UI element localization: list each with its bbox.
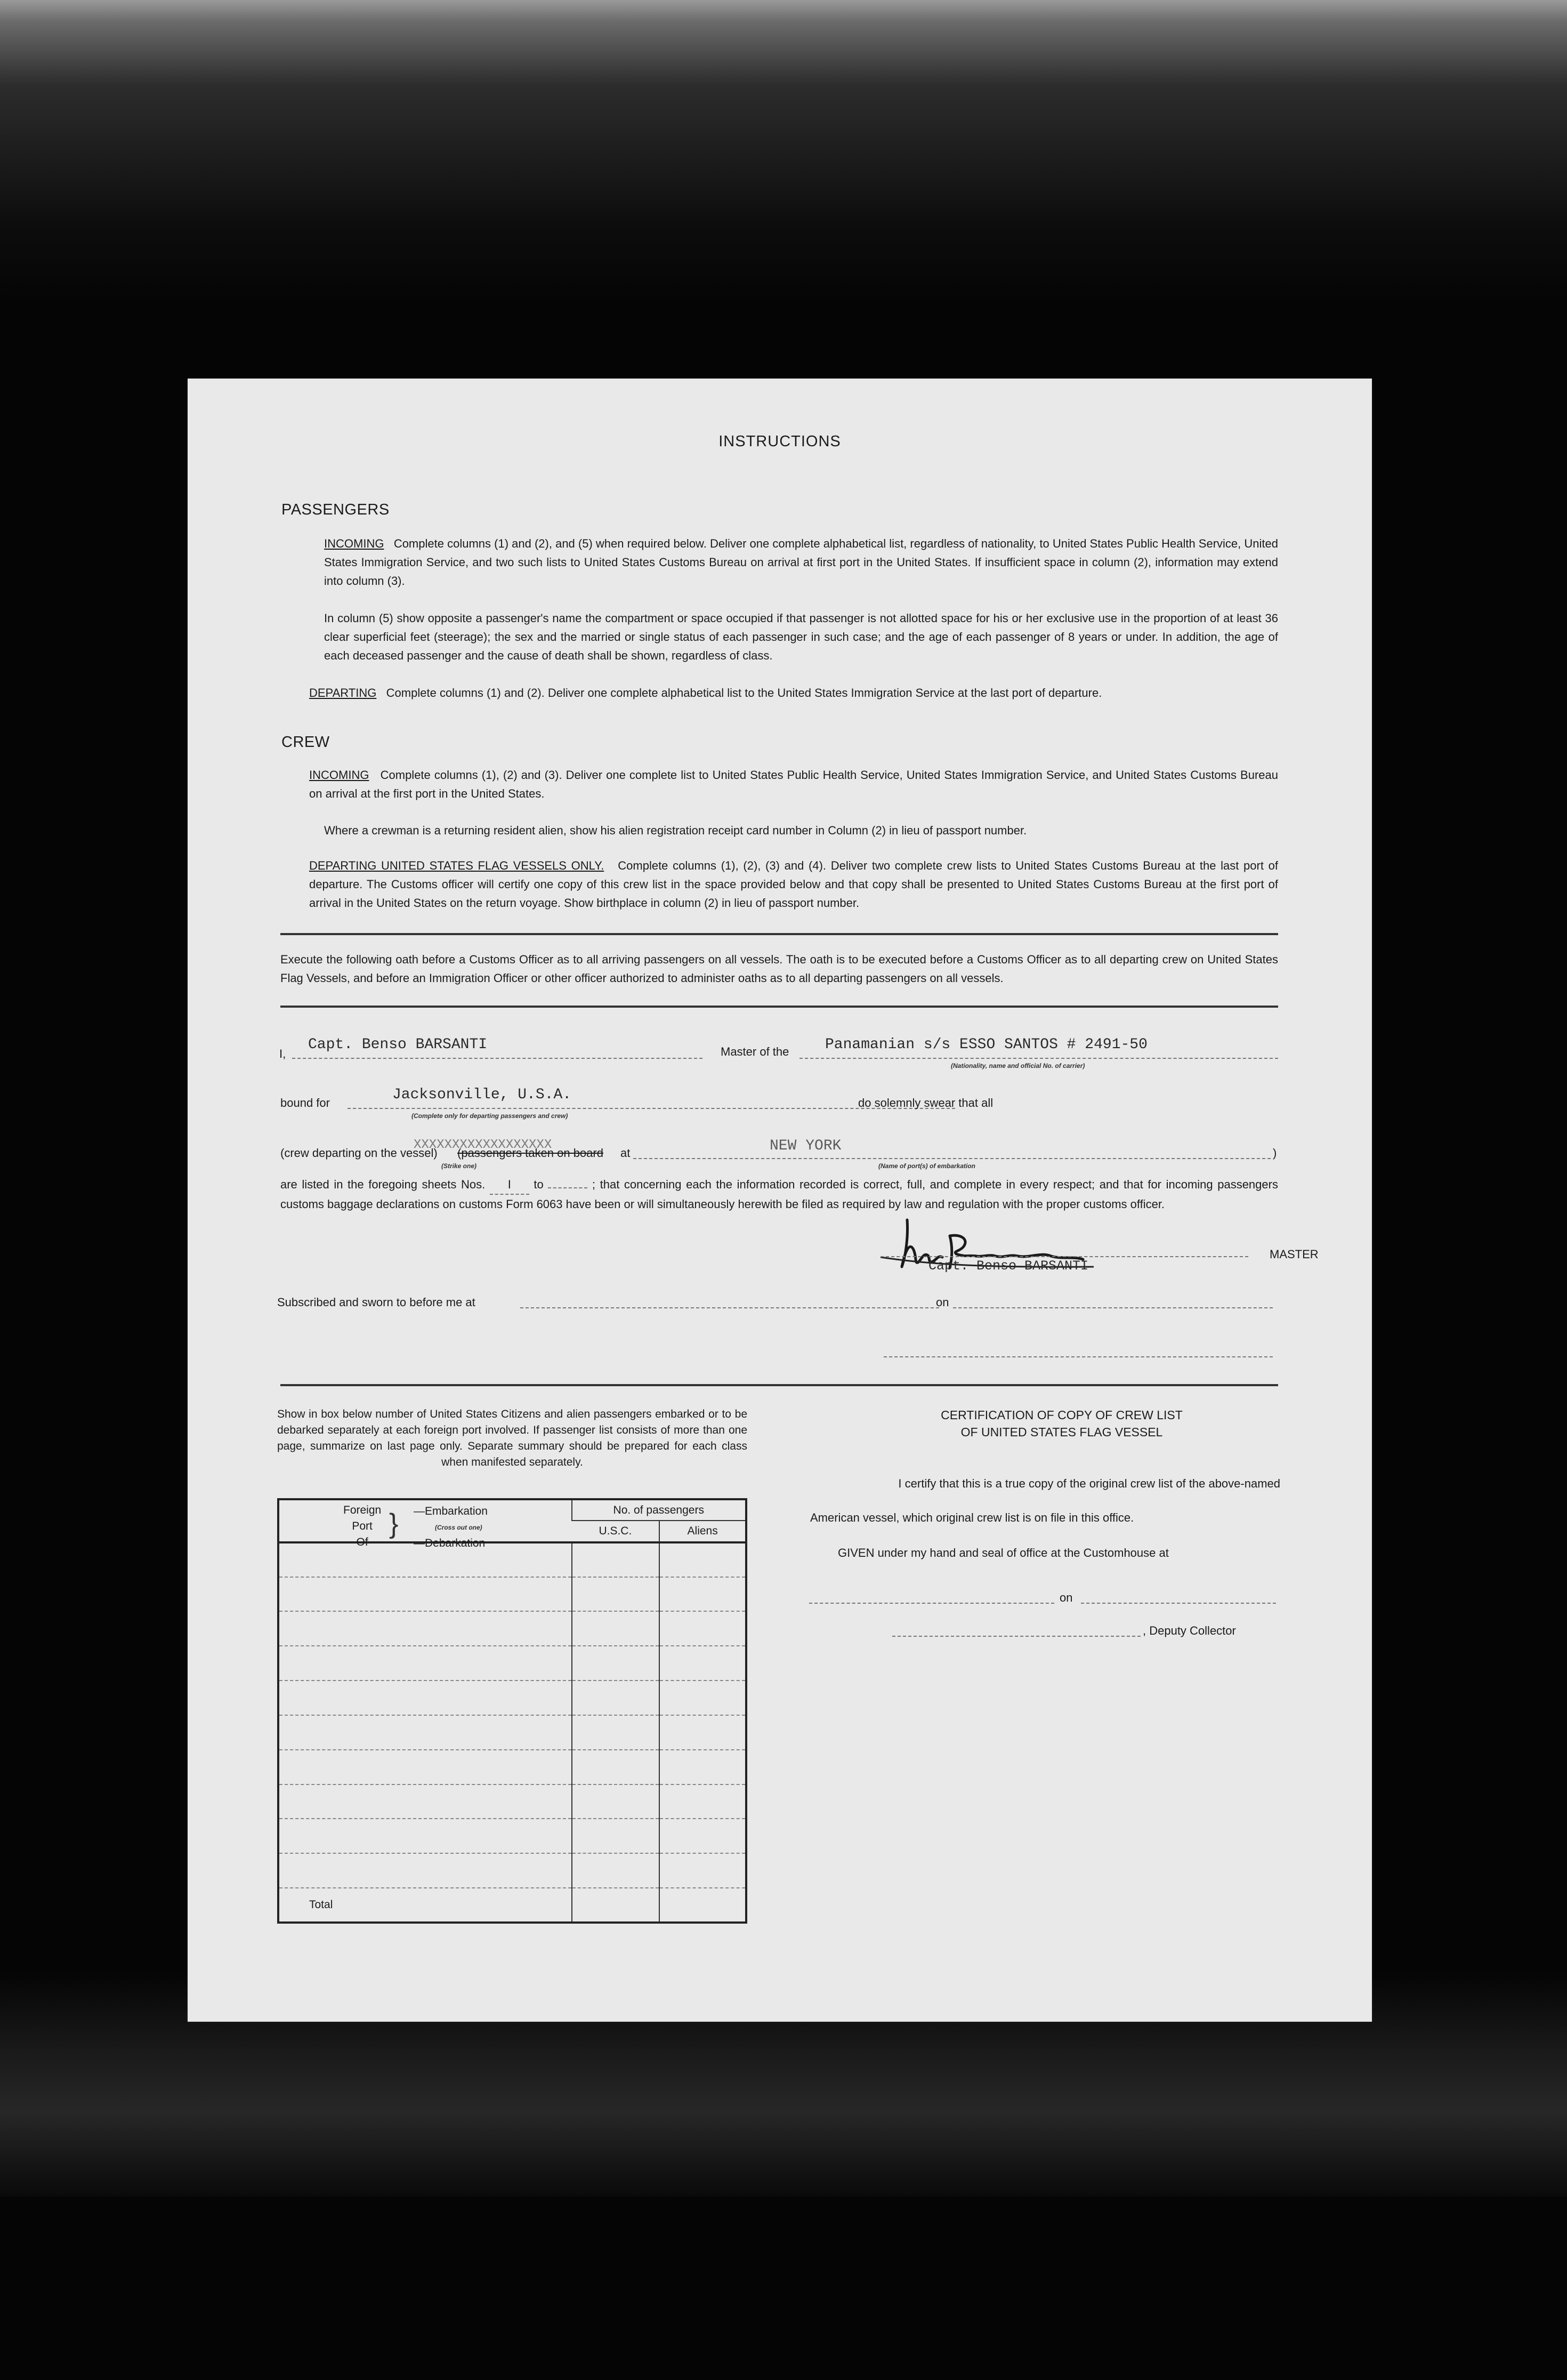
port-header-cell (278, 1499, 572, 1549)
crew-flag-text: Complete columns (1), (2), (3) and (4). Deliver two complete crew lists to United States Customs Bureau at the last port of departure. The Customs officer will certify one copy of this crew list in the space provided below and that copy shall be presented to United States Customs Bureau at the first port of arrival in the United States on the return voyage. Show birthplace in column (2) in lieu of passport number. (309, 859, 1278, 910)
brace: } (389, 1508, 399, 1539)
usc-cell (572, 1715, 660, 1750)
passengers-on-board-option: (passengers taken on board (457, 1146, 603, 1160)
subscribed-date-line (953, 1307, 1273, 1308)
aliens-header: Aliens (659, 1521, 746, 1542)
oath-i-label: I, (279, 1047, 286, 1060)
port-cell (278, 1577, 572, 1612)
master-name-line (292, 1058, 702, 1059)
deputy-collector-label: , Deputy Collector (1143, 1624, 1236, 1637)
divider (280, 1006, 1278, 1008)
divider (280, 1384, 1278, 1386)
crew-incoming-text: Complete columns (1), (2) and (3). Deliver one complete list to United States Public Health Service, United States Immigration Service, and United States Customs Bureau on arrival at the first port in the United States. (309, 768, 1278, 800)
certification-on-label: on (1060, 1591, 1073, 1604)
passengers-incoming-label: INCOMING (324, 537, 384, 550)
aliens-cell (659, 1784, 746, 1819)
strike-caption: (Strike one) (441, 1162, 477, 1170)
cross-out-caption: (Cross out one) (435, 1524, 482, 1531)
port-cell (278, 1853, 572, 1888)
embarkation-port: NEW YORK (770, 1138, 842, 1154)
embark-debark-group (414, 1503, 488, 1551)
certification-title-line1: CERTIFICATION OF COPY OF CREW LIST (941, 1408, 1183, 1422)
crew-flag-paragraph (309, 856, 1278, 912)
aliens-cell (659, 1577, 746, 1612)
usc-cell (572, 1542, 660, 1577)
crew-heading: CREW (281, 734, 330, 751)
passenger-summary-table (277, 1498, 747, 1924)
port-cell (278, 1784, 572, 1819)
vessel-line (799, 1058, 1278, 1059)
subscribed-place-line (520, 1307, 939, 1308)
certification-title (849, 1406, 1275, 1441)
master-name: Capt. Benso BARSANTI (308, 1036, 488, 1053)
usc-cell (572, 1784, 660, 1819)
certification-line3: GIVEN under my hand and seal of office at the Customhouse at (838, 1546, 1169, 1559)
struck-typed-text: XXXXXXXXXXXXXXXXXX (414, 1138, 552, 1152)
crew-resident-text: Where a crewman is a returning resident alien, show his alien registration receipt card number in Column (2) in lieu of passport number. (324, 824, 1027, 837)
port-label-group (343, 1502, 381, 1550)
no-passengers-header: No. of passengers (572, 1499, 747, 1521)
passengers-column5-text: In column (5) show opposite a passenger's name the compartment or space occupied if that passenger is not allotted space for his or her exclusive use in the proportion of at least 36 clear superficial feet (steerage); the sex and the married or single status of each passenger in such case; and the age of each passenger of 8 years or under. In addition, the age of each deceased passenger and the cause of death shall be shown, regardless of class. (324, 612, 1278, 662)
divider (280, 933, 1278, 935)
summary-instruction: Show in box below number of United States Citizens and alien passengers embarked or to be debarked separately at each foreign port involved. If passenger list consists of more than one page, summarize on last page only. Separate summary should be prepared for each class when manifested separately. (277, 1408, 747, 1468)
master-signature-line (881, 1256, 1248, 1257)
aliens-total-cell (659, 1888, 746, 1923)
usc-cell (572, 1646, 660, 1681)
certification-date-line (1081, 1603, 1276, 1604)
vessel-name: Panamanian s/s ESSO SANTOS # 2491-50 (825, 1036, 1148, 1053)
embarkation-label: —Embarkation (414, 1505, 488, 1517)
at-label: at (620, 1146, 631, 1160)
bound-for-value: Jacksonville, U.S.A. (392, 1087, 572, 1103)
usc-cell (572, 1681, 660, 1715)
oath-notice: Execute the following oath before a Customs Officer as to all arriving passengers on all vessels. The oath is to be executed before a Customs Officer as to all departing crew on United States Flag Vessels, and before an Immigration Officer or other officer authorized to administer oaths as to all departing passengers on all vessels. (280, 953, 1278, 985)
aliens-cell (659, 1750, 746, 1784)
port-cell (278, 1681, 572, 1715)
oath-rest-text: ; that concerning each the information recorded is correct, full, and complete in every respect; and that for incoming passengers customs baggage declarations on customs Form 6063 have been or will simultaneously herewith be filed as required by law and regulation with the proper customs officer. (280, 1178, 1278, 1211)
passengers-incoming-paragraph (324, 534, 1278, 590)
sheet-from: I (490, 1175, 529, 1195)
port-line (633, 1158, 1271, 1159)
passengers-heading: PASSENGERS (281, 501, 390, 518)
port-label: Port (352, 1520, 373, 1532)
deputy-signature-line (892, 1636, 1141, 1637)
port-cell (278, 1750, 572, 1784)
bound-for-label: bound for (280, 1096, 330, 1109)
aliens-cell (659, 1853, 746, 1888)
usc-header: U.S.C. (599, 1525, 632, 1538)
total-label: Total (278, 1888, 572, 1923)
usc-cell (572, 1611, 660, 1646)
scan-top-band (0, 0, 1567, 299)
passengers-departing-label: DEPARTING (309, 686, 377, 699)
port-cell (278, 1646, 572, 1681)
crew-incoming-paragraph (309, 766, 1278, 803)
listed-label: are listed in the foregoing sheets Nos. (280, 1178, 486, 1191)
to-label: to (534, 1178, 544, 1191)
port-caption: (Name of port(s) of embarkation (878, 1162, 976, 1170)
crew-incoming-label: INCOMING (309, 768, 369, 782)
port-cell (278, 1819, 572, 1853)
certification-line2: American vessel, which original crew list is on file in this office. (810, 1511, 1134, 1524)
usc-cell (572, 1819, 660, 1853)
of-label: Of (356, 1536, 368, 1548)
aliens-cell (659, 1611, 746, 1646)
port-cell (278, 1611, 572, 1646)
aliens-cell (659, 1819, 746, 1853)
officer-signature-line (884, 1356, 1273, 1357)
port-cell (278, 1715, 572, 1750)
bound-caption: (Complete only for departing passengers and crew) (411, 1112, 568, 1120)
aliens-cell (659, 1715, 746, 1750)
crew-departing-option: (crew departing on the vessel) (280, 1146, 438, 1160)
usc-total-cell (572, 1888, 660, 1923)
certification-title-line2: OF UNITED STATES FLAG VESSEL (960, 1425, 1163, 1439)
close-paren: ) (1273, 1146, 1277, 1160)
aliens-cell (659, 1646, 746, 1681)
instructions-title: INSTRUCTIONS (718, 433, 841, 450)
master-signature-typed: Capt. Benso BARSANTI (928, 1258, 1089, 1274)
sheet-to-line (548, 1187, 587, 1188)
passengers-departing-paragraph (309, 684, 1278, 702)
usc-cell (572, 1750, 660, 1784)
master-of-label: Master of the (721, 1045, 789, 1058)
vessel-caption: (Nationality, name and official No. of carrier) (951, 1062, 1085, 1070)
debarkation-label: —Debarkation (414, 1537, 486, 1549)
passengers-departing-text: Complete columns (1) and (2). Deliver one complete alphabetical list to the United States Immigration Service at the last port of departure. (386, 686, 1102, 699)
usc-cell (572, 1853, 660, 1888)
crew-flag-label: DEPARTING UNITED STATES FLAG VESSELS ONLY. (309, 859, 604, 872)
aliens-cell (659, 1681, 746, 1715)
document-page (188, 379, 1372, 2022)
passengers-incoming-text: Complete columns (1) and (2), and (5) when required below. Deliver one complete alphabetical list, regardless of nationality, to United States Public Health Service, United States Immigration Service, and two such lists to United States Customs Bureau on arrival at first port in the United States. If insufficient space in column (2), information may extend into column (3). (324, 537, 1278, 588)
certification-line1: I certify that this is a true copy of the original crew list of the above-named (898, 1477, 1280, 1490)
swear-label: do solemnly swear that all (858, 1096, 993, 1109)
customhouse-line (809, 1603, 1054, 1604)
subscribed-label: Subscribed and sworn to before me at (277, 1296, 475, 1309)
aliens-cell (659, 1542, 746, 1577)
foreign-label: Foreign (343, 1504, 382, 1516)
master-label: MASTER (1270, 1248, 1319, 1261)
usc-cell (572, 1577, 660, 1612)
subscribed-on-label: on (936, 1296, 949, 1309)
